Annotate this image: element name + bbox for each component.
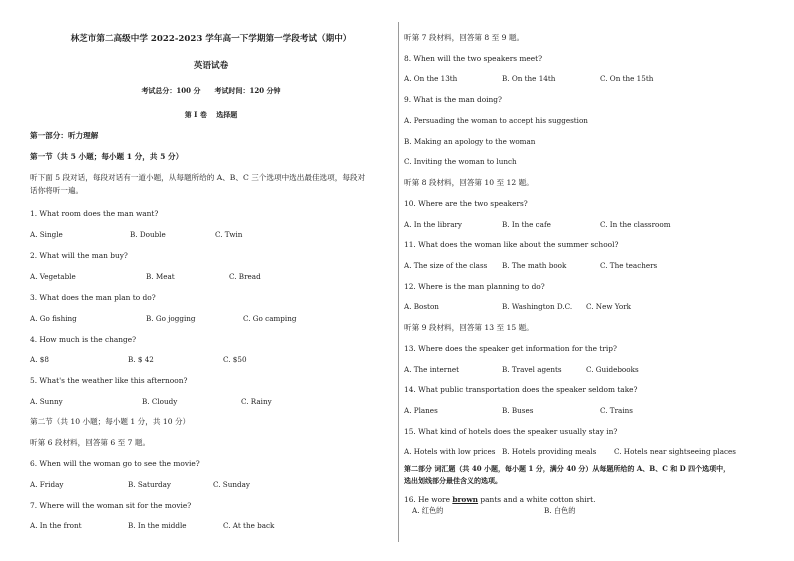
part2-heading-line-2: 选出划线部分最佳含义的选项。 [404, 476, 502, 485]
question-9: 9. What is the man doing? [404, 95, 502, 104]
part2-heading-line-1: 第二部分 词汇题（共 40 小题，每小题 1 分，满分 40 分）从每题所给的 A、B、C 和 D 四个选项中， [404, 464, 731, 473]
right-column [404, 0, 776, 561]
subject-title: 英语试卷 [193, 61, 229, 71]
q5-option-b[interactable]: B. Cloudy [142, 397, 178, 406]
q1-option-b[interactable]: B. Double [130, 230, 166, 239]
question-2: 2. What will the man buy? [30, 251, 128, 260]
q6-option-b[interactable]: B. Saturday [128, 480, 171, 489]
question-6: 6. When will the woman go to see the movie? [30, 459, 200, 468]
q3-option-c[interactable]: C. Go camping [243, 314, 297, 323]
part1-heading: 第一部分：听力理解 [30, 131, 99, 140]
q15-option-c[interactable]: C. Hotels near sightseeing places [614, 447, 736, 456]
q3-option-a[interactable]: A. Go fishing [30, 314, 77, 323]
q8-option-c[interactable]: C. On the 15th [600, 74, 654, 83]
question-1: 1. What room does the man want? [30, 209, 159, 218]
q11-option-a[interactable]: A. The size of the class [404, 261, 488, 270]
q3-option-b[interactable]: B. Go jogging [146, 314, 196, 323]
question-3: 3. What does the man plan to do? [30, 293, 156, 302]
material-7-note: 听第 7 段材料，回答第 8 至 9 题。 [404, 33, 525, 42]
q15-option-b[interactable]: B. Hotels providing meals [502, 447, 597, 456]
q7-option-c[interactable]: C. At the back [223, 521, 275, 530]
q16-text-after: pants and a white cotton shirt. [480, 495, 596, 504]
question-10: 10. Where are the two speakers? [404, 199, 528, 208]
q14-option-b[interactable]: B. Buses [502, 406, 534, 415]
q16-option-b[interactable]: B. 白色的 [544, 506, 576, 515]
question-5: 5. What's the weather like this afternoon? [30, 376, 188, 385]
question-13: 13. Where does the speaker get information for the trip? [404, 344, 617, 353]
material-6-note: 听第 6 段材料，回答第 6 至 7 题。 [30, 438, 151, 447]
q1-option-a[interactable]: A. Single [30, 230, 63, 239]
material-9-note: 听第 9 段材料，回答第 13 至 15 题。 [404, 323, 534, 332]
q9-option-a[interactable]: A. Persuading the woman to accept his suggestion [404, 116, 588, 125]
q4-option-c[interactable]: C. $50 [223, 355, 247, 364]
q16-text-before: 16. He wore [404, 495, 450, 504]
question-7: 7. Where will the woman sit for the movie? [30, 501, 192, 510]
q11-option-b[interactable]: B. The math book [502, 261, 567, 270]
question-4: 4. How much is the change? [30, 335, 137, 344]
q2-option-b[interactable]: B. Meat [146, 272, 175, 281]
q5-option-c[interactable]: C. Rainy [241, 397, 272, 406]
q15-option-a[interactable]: A. Hotels with low prices [404, 447, 496, 456]
question-16 [404, 495, 595, 504]
left-column [30, 0, 392, 561]
q12-option-c[interactable]: C. New York [586, 302, 632, 311]
column-divider [398, 22, 399, 542]
q11-option-c[interactable]: C. The teachers [600, 261, 658, 270]
q2-option-a[interactable]: A. Vegetable [30, 272, 76, 281]
exam-title: 林芝市第二高级中学 2022-2023 学年高一下学期第一学段考试（期中） [70, 34, 352, 44]
q12-option-b[interactable]: B. Washington D.C. [502, 302, 573, 311]
question-15: 15. What kind of hotels does the speaker usually stay in? [404, 427, 618, 436]
question-8: 8. When will the two speakers meet? [404, 54, 543, 63]
q8-option-a[interactable]: A. On the 13th [404, 74, 458, 83]
q13-option-b[interactable]: B. Travel agents [502, 365, 562, 374]
q9-option-c[interactable]: C. Inviting the woman to lunch [404, 157, 517, 166]
q14-option-a[interactable]: A. Planes [404, 406, 438, 415]
q10-option-c[interactable]: C. In the classroom [600, 220, 671, 229]
q10-option-a[interactable]: A. In the library [404, 220, 462, 229]
q10-option-b[interactable]: B. In the cafe [502, 220, 551, 229]
q12-option-a[interactable]: A. Boston [404, 302, 439, 311]
material-8-note: 听第 8 段材料，回答第 10 至 12 题。 [404, 178, 534, 187]
q2-option-c[interactable]: C. Bread [229, 272, 261, 281]
q16-option-a[interactable]: A. 红色的 [412, 506, 444, 515]
q13-option-a[interactable]: A. The internet [404, 365, 459, 374]
q1-option-c[interactable]: C. Twin [215, 230, 243, 239]
q6-option-c[interactable]: C. Sunday [213, 480, 250, 489]
q16-underlined-word: brown [452, 495, 479, 504]
q13-option-c[interactable]: C. Guidebooks [586, 365, 639, 374]
question-14: 14. What public transportation does the speaker seldom take? [404, 385, 638, 394]
q8-option-b[interactable]: B. On the 14th [502, 74, 556, 83]
q6-option-a[interactable]: A. Friday [30, 480, 64, 489]
q7-option-a[interactable]: A. In the front [30, 521, 82, 530]
score-time-info: 考试总分：100 分 考试时间：120 分钟 [141, 86, 281, 95]
volume-label: 第 I 卷 选择题 [184, 110, 238, 119]
q14-option-c[interactable]: C. Trains [600, 406, 633, 415]
q7-option-b[interactable]: B. In the middle [128, 521, 187, 530]
question-12: 12. Where is the man planning to do? [404, 282, 545, 291]
q4-option-b[interactable]: B. $ 42 [128, 355, 154, 364]
q9-option-b[interactable]: B. Making an apology to the woman [404, 137, 536, 146]
instruction-line-2: 话你将听一遍。 [30, 186, 84, 195]
section1-heading: 第一节（共 5 小题；每小题 1 分，共 5 分） [30, 152, 184, 161]
question-11: 11. What does the woman like about the summer school? [404, 240, 619, 249]
q5-option-a[interactable]: A. Sunny [30, 397, 63, 406]
section2-heading: 第二节（共 10 小题；每小题 1 分，共 10 分） [30, 417, 191, 426]
instruction-line-1: 听下面 5 段对话，每段对话有一道小题，从每题所给的 A、B、C 三个选项中选出最佳选项，每段对 [30, 173, 366, 182]
q4-option-a[interactable]: A. $8 [30, 355, 49, 364]
